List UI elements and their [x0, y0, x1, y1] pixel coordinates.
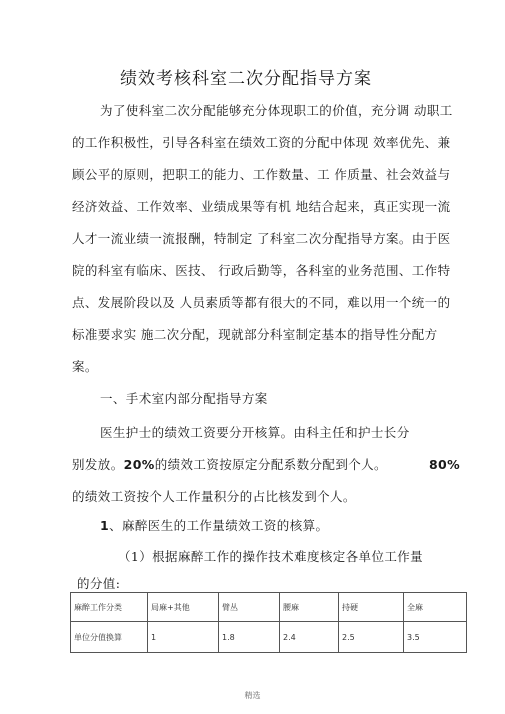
sub-item-line: （1）根据麻醉工作的操作技术难度核定各单位工作量	[118, 549, 424, 564]
table-header-row	[71, 593, 467, 622]
table-cell: 2.5	[339, 622, 404, 653]
table-cell: 全麻	[404, 593, 467, 622]
section-heading: 一、手术室内部分配指导方案	[100, 391, 268, 406]
intro-line: 为了使科室二次分配能够充分体现职工的价值，充分调 动职工	[100, 103, 453, 118]
page-footer: 精选	[244, 691, 261, 700]
subsection-text: 、麻醉医生的工作量绩效工资的核算。	[109, 518, 329, 533]
table-cell: 1.8	[219, 622, 280, 653]
intro-line: 案。	[72, 359, 98, 374]
allocation-line	[72, 455, 460, 473]
intro-line: 点、发展阶段以及 人员素质等都有很大的不同，难以用一个统一的	[72, 295, 451, 310]
intro-line: 院的科室有临床、医技、 行政后勤等，各科室的业务范围、工作特	[72, 263, 451, 278]
table-cell: 臂丛	[219, 593, 280, 622]
table-cell: 腰麻	[280, 593, 339, 622]
intro-line: 的工作积极性，引导各科室在绩效工资的分配中体现 效率优先、兼	[72, 135, 451, 150]
intro-line: 顾公平的原则，把职工的能力、工作数量、工 作质量、社会效益与	[72, 167, 451, 182]
intro-line: 人才一流业绩一流报酬，特制定 了科室二次分配指导方案。由于医	[72, 231, 451, 246]
sub-item-line: 的分值:	[77, 576, 121, 591]
allocation-line: 医生护士的绩效工资要分开核算。由科主任和护士长分	[100, 425, 410, 440]
table-cell: 单位分值换算	[71, 622, 148, 653]
allocation-text: 的绩效工资按原定分配系数分配到个人。	[154, 457, 387, 472]
percentage-80: 80%	[428, 457, 461, 472]
table-cell: 1	[148, 622, 219, 653]
percentage-20: 20%	[123, 457, 155, 472]
subsection-number: 1	[100, 518, 110, 533]
table-cell: 持硬	[339, 593, 404, 622]
intro-line: 经济效益、工作效率、业绩成果等有机 地结合起来，真正实现一流	[72, 199, 451, 214]
allocation-line: 的绩效工资按个人工作量积分的占比核发到个人。	[72, 489, 356, 504]
subsection-heading	[100, 516, 328, 534]
anesthesia-score-table	[70, 592, 467, 653]
allocation-text: 别发放。	[72, 457, 124, 472]
intro-line: 标准要求实 施二次分配，现就部分科室制定基本的指导性分配方	[72, 327, 438, 342]
table-cell: 2.4	[280, 622, 339, 653]
table-cell: 麻醉工作分类	[71, 593, 148, 622]
table-row	[71, 622, 467, 653]
table-cell: 3.5	[404, 622, 467, 653]
table-cell: 局麻+其他	[148, 593, 219, 622]
document-title: 绩效考核科室二次分配指导方案	[120, 69, 372, 89]
